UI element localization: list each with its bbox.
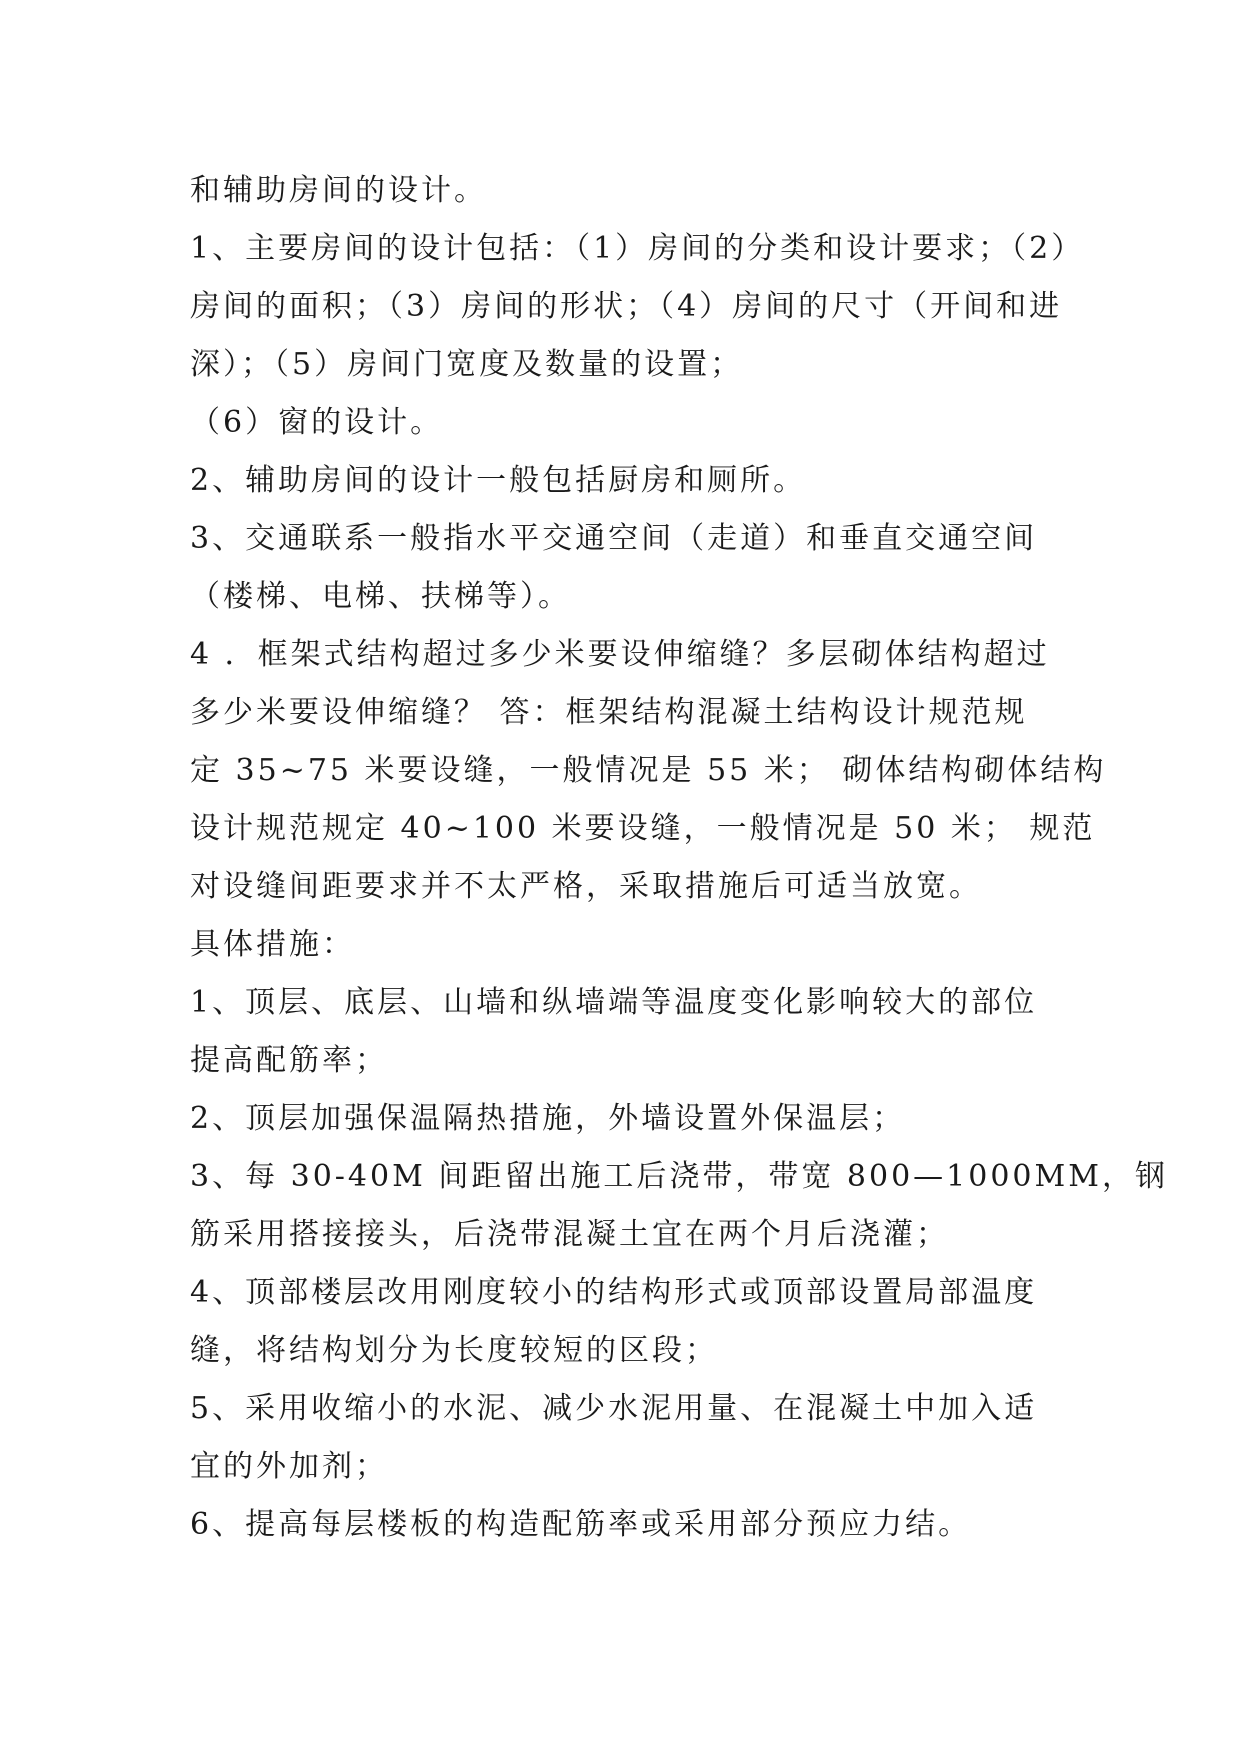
- text-line: 提高配筋率；: [190, 1043, 388, 1078]
- text-line: 筋采用搭接接头，后浇带混凝土宜在两个月后浇灌；: [190, 1217, 949, 1252]
- text-line: 1、主要房间的设计包括：（1）房间的分类和设计要求；（2）: [190, 231, 1085, 266]
- text-line: 对设缝间距要求并不太严格，采取措施后可适当放宽。: [190, 869, 982, 904]
- text-line: 定 35~75 米要设缝，一般情况是 55 米； 砌体结构砌体结构: [190, 753, 1107, 788]
- text-line: 3、交通联系一般指水平交通空间（走道）和垂直交通空间: [190, 521, 1038, 556]
- text-line: 1、顶层、底层、山墙和纵墙端等温度变化影响较大的部位: [190, 985, 1038, 1020]
- text-line: 具体措施：: [190, 927, 355, 962]
- text-line: 多少米要设伸缩缝？ 答：框架结构混凝土结构设计规范规: [190, 695, 1028, 730]
- text-line: 6、提高每层楼板的构造配筋率或采用部分预应力结。: [190, 1507, 972, 1542]
- text-line: （6）窗的设计。: [190, 405, 444, 440]
- text-line: 3、每 30-40M 间距留出施工后浇带，带宽 800—1000MM，钢: [190, 1159, 1168, 1194]
- text-line: 4、顶部楼层改用刚度较小的结构形式或顶部设置局部温度: [190, 1275, 1038, 1310]
- text-line: 缝，将结构划分为长度较短的区段；: [190, 1333, 718, 1368]
- text-line: 和辅助房间的设计。: [190, 173, 487, 208]
- text-line: 5、采用收缩小的水泥、减少水泥用量、在混凝土中加入适: [190, 1391, 1038, 1426]
- text-line: 4 ．框架式结构超过多少米要设伸缩缝？多层砌体结构超过: [190, 637, 1050, 672]
- text-line: 2、顶层加强保温隔热措施，外墙设置外保温层；: [190, 1101, 906, 1136]
- text-line: 设计规范规定 40~100 米要设缝，一般情况是 50 米； 规范: [190, 811, 1096, 846]
- text-line: 房间的面积；（3）房间的形状；（4）房间的尺寸（开间和进: [190, 289, 1063, 324]
- text-line: 宜的外加剂；: [190, 1449, 388, 1484]
- text-line: 2、辅助房间的设计一般包括厨房和厕所。: [190, 463, 807, 498]
- text-line: （楼梯、电梯、扶梯等）。: [190, 579, 571, 614]
- text-line: 深）；（5）房间门宽度及数量的设置；: [190, 347, 744, 382]
